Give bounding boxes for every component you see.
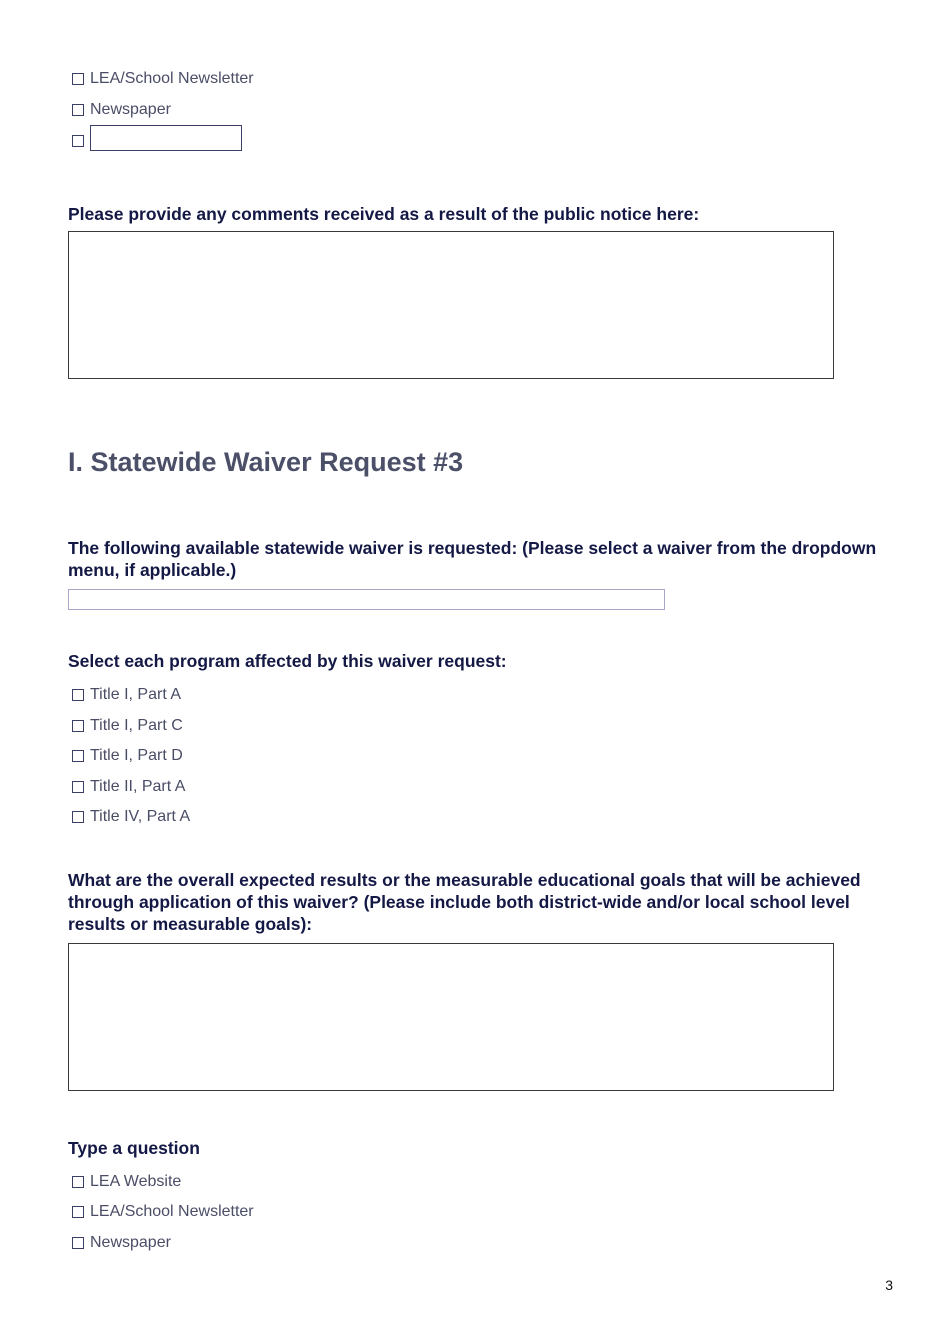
section-title: I. Statewide Waiver Request #3 — [68, 447, 464, 477]
checkbox[interactable] — [72, 135, 84, 147]
checkbox[interactable] — [72, 781, 84, 793]
checkbox[interactable] — [72, 811, 84, 823]
checkbox-label: Title I, Part A — [90, 686, 181, 703]
checkbox-label: Title I, Part C — [90, 717, 183, 734]
goals-textarea[interactable] — [68, 943, 834, 1091]
goals-question: What are the overall expected results or the measurable educational goals that will be achieved through application of this waiver? (Please include both district-wide and/or local school level results or measurable goals): — [68, 870, 861, 934]
checkbox-item-title-ii-part-a[interactable] — [72, 776, 185, 798]
checkbox-item-title-iv-part-a[interactable] — [72, 806, 190, 828]
checkbox-label: Newspaper — [90, 1234, 171, 1251]
checkbox[interactable] — [72, 1237, 84, 1249]
checkbox-item-lea-school-newsletter[interactable] — [72, 68, 254, 90]
checkbox[interactable] — [72, 750, 84, 762]
checkbox-item-title-i-part-a[interactable] — [72, 684, 181, 706]
checkbox-label: Newspaper — [90, 101, 171, 118]
other-text-input[interactable] — [90, 125, 242, 151]
checkbox[interactable] — [72, 720, 84, 732]
checkbox-item-newspaper[interactable] — [72, 99, 171, 121]
checkbox-label: Title II, Part A — [90, 778, 186, 795]
checkbox-item-title-i-part-c[interactable] — [72, 715, 183, 737]
waiver-dropdown[interactable] — [68, 589, 665, 610]
page-number: 3 — [885, 1277, 893, 1293]
checkbox[interactable] — [72, 104, 84, 116]
checkbox-item-other[interactable] — [72, 125, 242, 151]
checkbox[interactable] — [72, 689, 84, 701]
checkbox-item-lea-school-newsletter[interactable] — [72, 1201, 254, 1223]
comments-question: Please provide any comments received as a result of the public notice here: — [68, 204, 700, 224]
programs-question: Select each program affected by this waiver request: — [68, 651, 507, 671]
checkbox[interactable] — [72, 73, 84, 85]
checkbox[interactable] — [72, 1206, 84, 1218]
checkbox-label: Title I, Part D — [90, 747, 183, 764]
checkbox-item-newspaper[interactable] — [72, 1232, 171, 1254]
checkbox-label: LEA/School Newsletter — [90, 70, 254, 87]
waiver-question: The following available statewide waiver is requested: (Please select a waiver from the dropdown menu, if applicable.) — [68, 538, 877, 580]
checkbox[interactable] — [72, 1176, 84, 1188]
checkbox-item-title-i-part-d[interactable] — [72, 745, 183, 767]
checkbox-label: Title IV, Part A — [90, 808, 191, 825]
checkbox-label: LEA Website — [90, 1173, 182, 1190]
checkbox-item-lea-website[interactable] — [72, 1171, 181, 1193]
checkbox-label: LEA/School Newsletter — [90, 1203, 254, 1220]
comments-textarea[interactable] — [68, 231, 834, 379]
notice-question: Type a question — [68, 1138, 200, 1158]
